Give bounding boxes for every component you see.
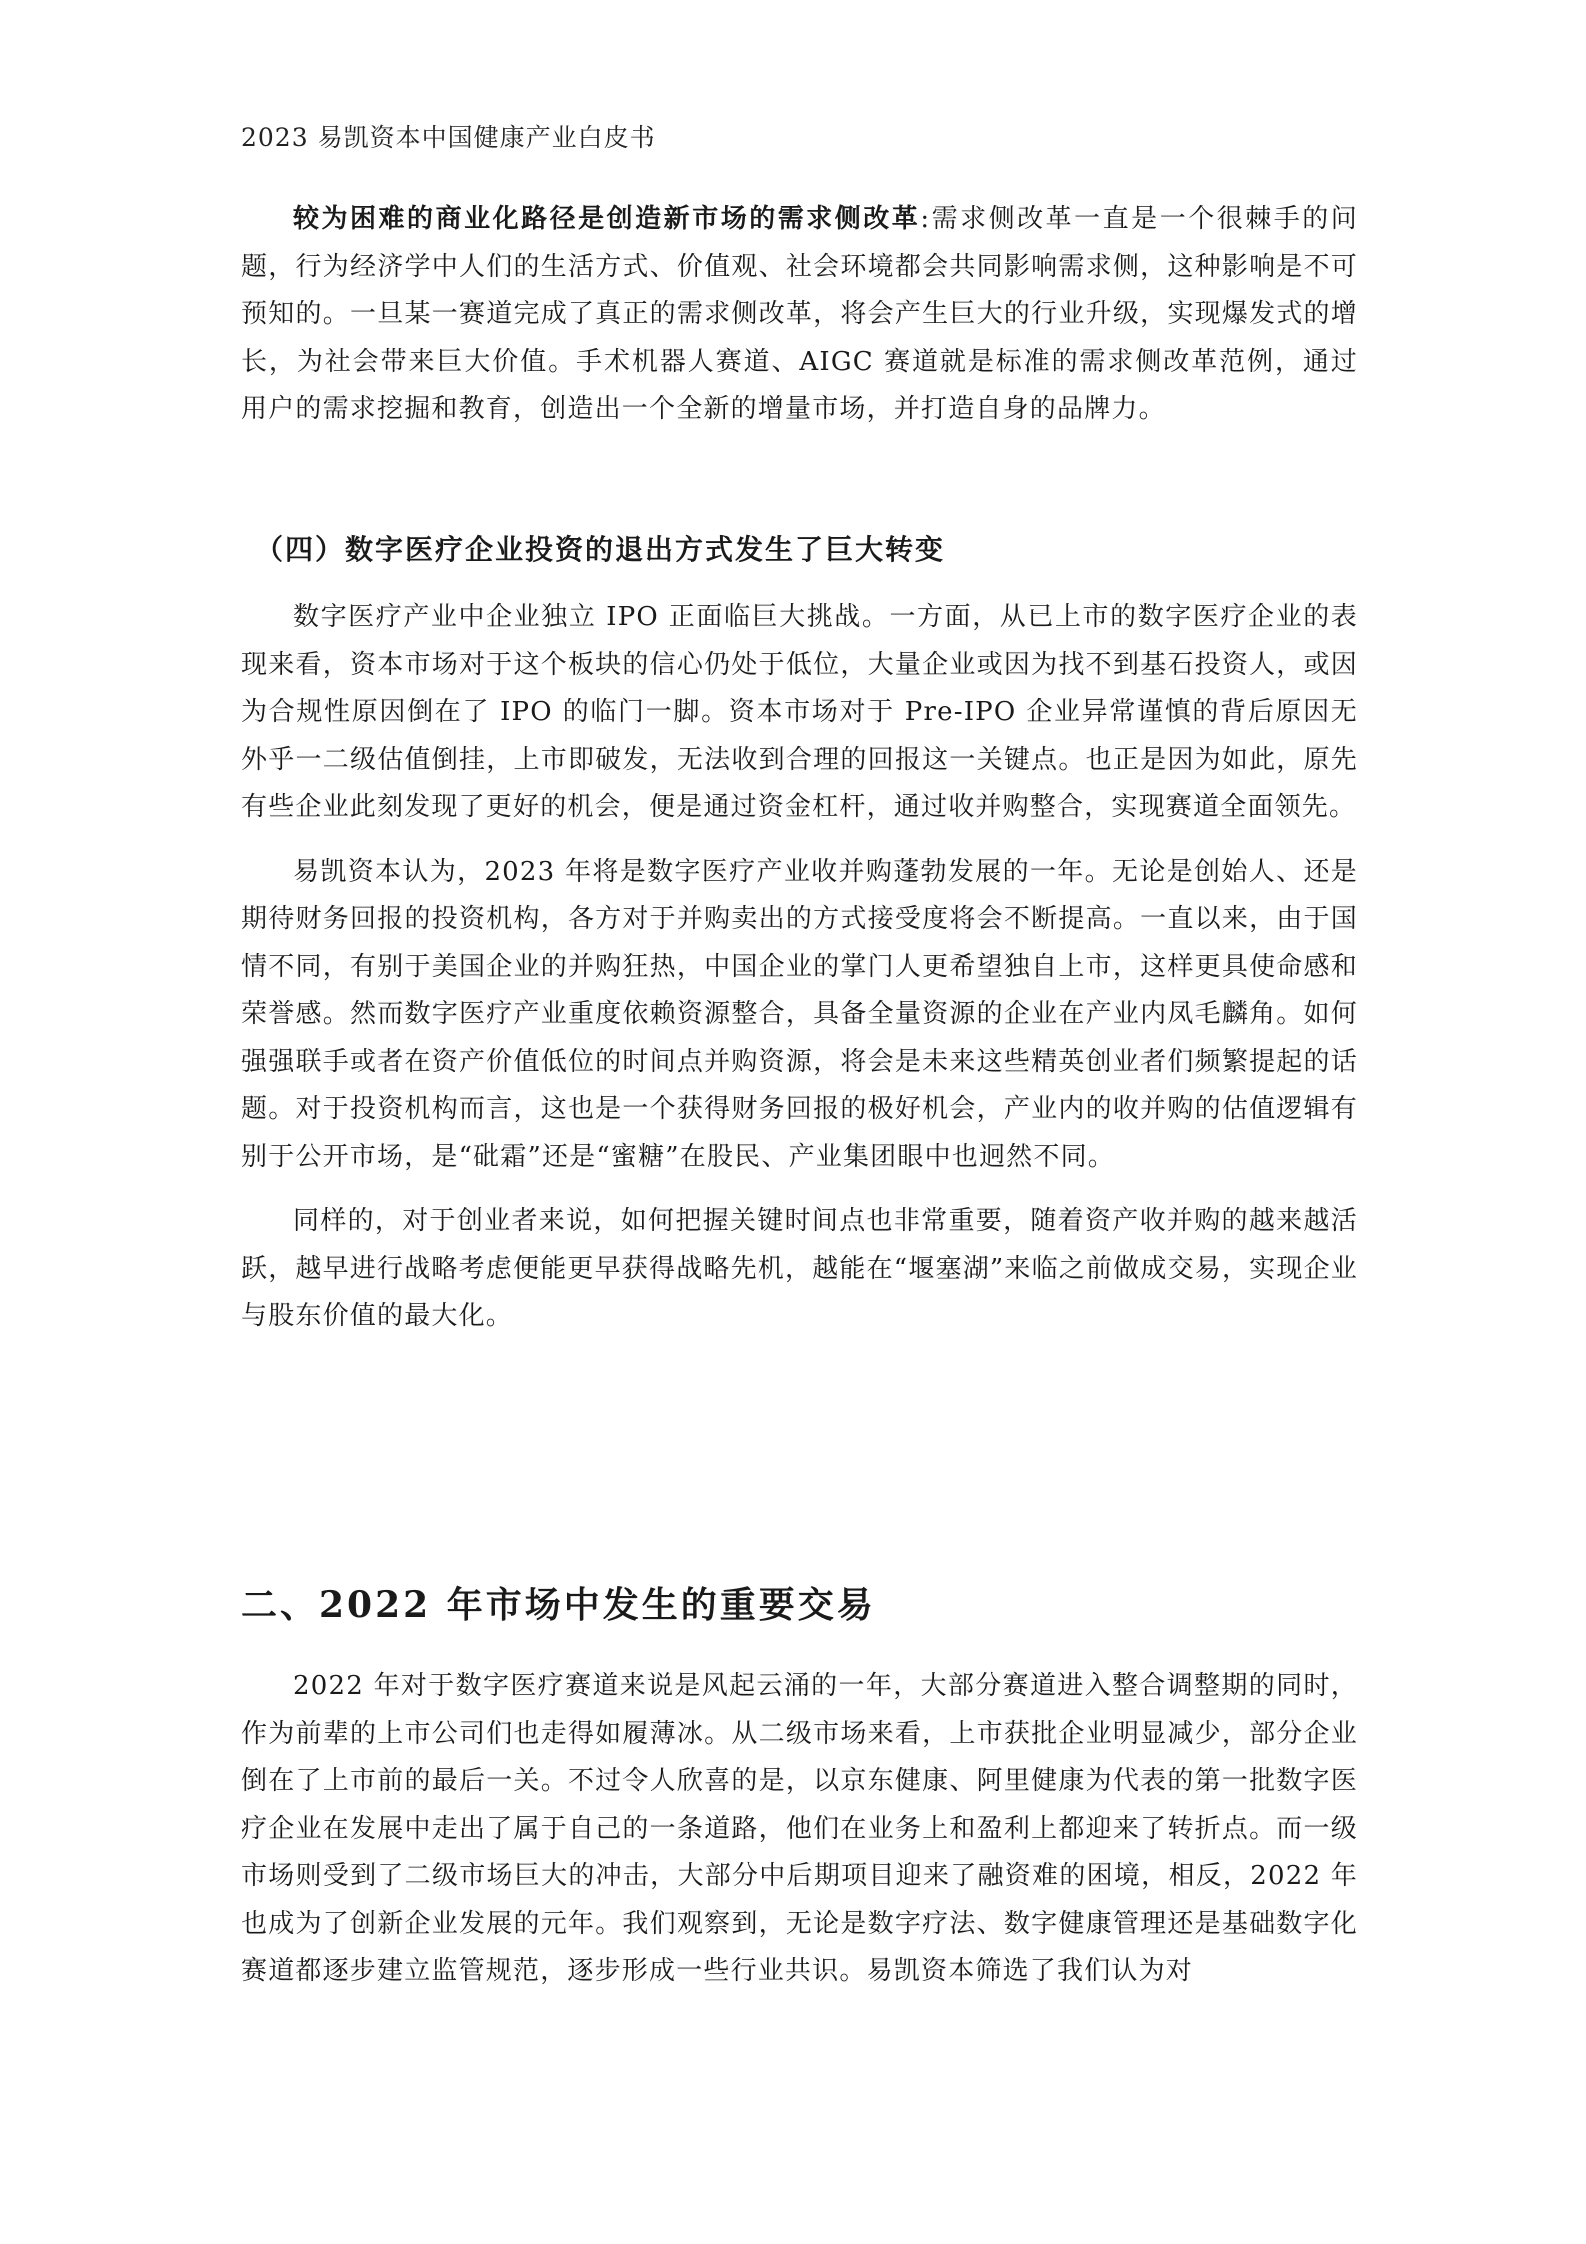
intro-text: :需求侧改革一直是一个很棘手的问题，行为经济学中人们的生活方式、价值观、社会环境都会共同影响需求侧，这种影响是不可预知的。一旦某一赛道完成了真正的需求侧改革，将会产生巨大的行业升级，实现爆发式的增长，为社会带来巨大价值。手术机器人赛道、AIGC 赛道就是标准的需求侧改革范例，通过用户的需求挖掘和教育，创造出一个全新的增量市场，并打造自身的品牌力。	[241, 204, 1358, 424]
body-paragraph: 数字医疗产业中企业独立 IPO 正面临巨大挑战。一方面，从已上市的数字医疗企业的表现来看，资本市场对于这个板块的信心仍处于低位，大量企业或因为找不到基石投资人，或因为合规性原因倒在了 IPO 的临门一脚。资本市场对于 Pre-IPO 企业异常谨慎的背后原因无外乎一二级估值倒挂，上市即破发，无法收到合理的回报这一关键点。也正是因为如此，原先有些企业此刻发现了更好的机会，便是通过资金杠杆，通过收并购整合，实现赛道全面领先。	[241, 602, 1358, 822]
subsection-body	[241, 594, 1358, 1341]
intro-block	[241, 196, 1358, 434]
intro-bold-lead: 较为困难的商业化路径是创造新市场的需求侧改革	[293, 204, 921, 234]
subsection-heading: （四）数字医疗企业投资的退出方式发生了巨大转变	[255, 533, 946, 566]
section-heading: 二、2022 年市场中发生的重要交易	[241, 1584, 876, 1626]
body-paragraph: 同样的，对于创业者来说，如何把握关键时间点也非常重要，随着资产收并购的越来越活跃，越早进行战略考虑便能更早获得战略先机，越能在“堰塞湖”来临之前做成交易，实现企业与股东价值的最大化。	[241, 1206, 1358, 1331]
body-paragraph: 易凯资本认为，2023 年将是数字医疗产业收并购蓬勃发展的一年。无论是创始人、还是期待财务回报的投资机构，各方对于并购卖出的方式接受度将会不断提高。一直以来，由于国情不同，有别于美国企业的并购狂热，中国企业的掌门人更希望独自上市，这样更具使命感和荣誉感。然而数字医疗产业重度依赖资源整合，具备全量资源的企业在产业内凤毛麟角。如何强强联手或者在资产价值低位的时间点并购资源，将会是未来这些精英创业者们频繁提起的话题。对于投资机构而言，这也是一个获得财务回报的极好机会，产业内的收并购的估值逻辑有别于公开市场，是“砒霜”还是“蜜糖”在股民、产业集团眼中也迥然不同。	[241, 856, 1358, 1172]
section-body	[241, 1663, 1358, 1996]
running-header: 2023 易凯资本中国健康产业白皮书	[241, 123, 656, 152]
intro-paragraph	[241, 196, 1358, 434]
body-paragraph: 2022 年对于数字医疗赛道来说是风起云涌的一年，大部分赛道进入整合调整期的同时，作为前辈的上市公司们也走得如履薄冰。从二级市场来看，上市获批企业明显减少，部分企业倒在了上市前的最后一关。不过令人欣喜的是，以京东健康、阿里健康为代表的第一批数字医疗企业在发展中走出了属于自己的一条道路，他们在业务上和盈利上都迎来了转折点。而一级市场则受到了二级市场巨大的冲击，大部分中后期项目迎来了融资难的困境，相反，2022 年也成为了创新企业发展的元年。我们观察到，无论是数字疗法、数字健康管理还是基础数字化赛道都逐步建立监管规范，逐步形成一些行业共识。易凯资本筛选了我们认为对	[241, 1671, 1358, 1986]
